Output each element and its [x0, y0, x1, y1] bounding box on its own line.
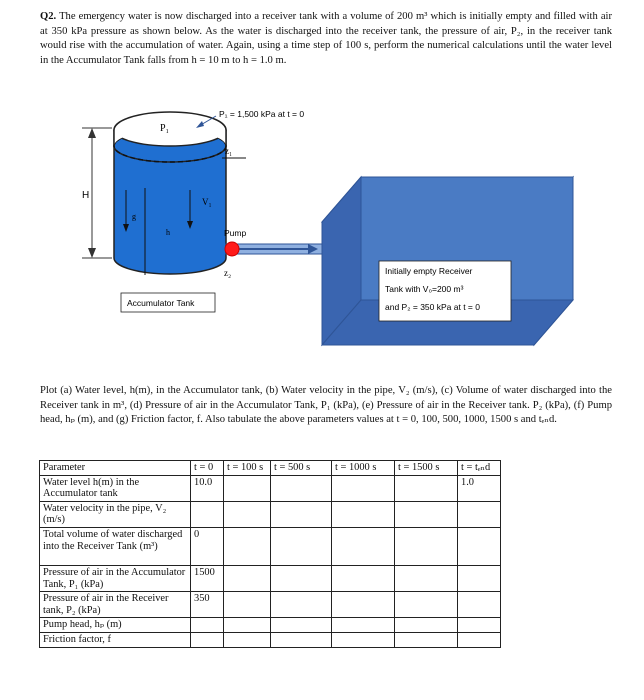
table-cell [271, 632, 332, 647]
table-row [40, 632, 501, 647]
header-tend: t = tₑₙd [458, 461, 501, 476]
table-cell [271, 618, 332, 633]
table-cell [191, 632, 224, 647]
table-cell [271, 565, 332, 591]
table-cell [395, 632, 458, 647]
table-row [40, 592, 501, 618]
p1-callout: P₁ = 1,500 kPa at t = 0 [219, 109, 305, 119]
v1-label: V₁ [202, 197, 212, 207]
table-cell [458, 618, 501, 633]
table-cell [271, 527, 332, 565]
table-cell [395, 618, 458, 633]
table-cell: Pressure of air in the Accumulator Tank, P₁ (kPa) [40, 565, 191, 591]
table-cell [224, 527, 271, 565]
accumulator-tank [114, 112, 226, 274]
table-cell [332, 527, 395, 565]
table-cell [458, 632, 501, 647]
table-cell [224, 501, 271, 527]
table-cell [224, 592, 271, 618]
header-parameter: Parameter [40, 461, 191, 476]
header-t1000: t = 1000 s [332, 461, 395, 476]
table-cell [395, 592, 458, 618]
table-row [40, 527, 501, 565]
table-header-row [40, 461, 501, 476]
table-cell [332, 475, 395, 501]
table-cell [395, 501, 458, 527]
table-cell [332, 618, 395, 633]
table-cell: 1.0 [458, 475, 501, 501]
table-cell [458, 565, 501, 591]
receiver-label-line-1: Initially empty Receiver [385, 266, 473, 276]
table-cell [191, 618, 224, 633]
gravity-label: g [132, 212, 136, 221]
table-cell [224, 632, 271, 647]
table-cell: 10.0 [191, 475, 224, 501]
table-cell [271, 501, 332, 527]
header-t100: t = 100 s [224, 461, 271, 476]
question-text: The emergency water is now discharged into a receiver tank with a volume of 200 m³ which is initially empty and filled with air at 350 kPa pressure as shown below. As the water is discharged into the receiver tank, the pressure of air, P₂, in the receiver tank would rise with the accumulation of water. Again, using a time step of 100 s, perform the numerical calculations until the water level in the Accumulator Tank falls from h = 10 m to h = 1.0 m. [40, 11, 612, 66]
table-cell [271, 592, 332, 618]
table-cell [332, 592, 395, 618]
table-cell: 0 [191, 527, 224, 565]
table-row [40, 565, 501, 591]
receiver-label-line-3: and P₂ = 350 kPa at t = 0 [385, 302, 480, 312]
table-cell [224, 618, 271, 633]
table-row [40, 475, 501, 501]
z2-label: z₂ [224, 268, 232, 278]
table-row [40, 501, 501, 527]
table-cell [458, 501, 501, 527]
header-t1500: t = 1500 s [395, 461, 458, 476]
header-t0: t = 0 [191, 461, 224, 476]
receiver-label-line-2: Tank with V₀=200 m³ [385, 284, 464, 294]
table-cell: 350 [191, 592, 224, 618]
pump-icon [225, 242, 239, 256]
table-cell [191, 501, 224, 527]
table-cell: Water level h(m) in the Accumulator tank [40, 475, 191, 501]
table-cell: Friction factor, f [40, 632, 191, 647]
p1-label: P₁ [160, 123, 170, 134]
table-row [40, 618, 501, 633]
table-cell [395, 527, 458, 565]
table-cell [458, 527, 501, 565]
results-table [39, 460, 501, 648]
table-cell [332, 565, 395, 591]
question-number: Q2. [40, 11, 57, 22]
table-cell: Pressure of air in the Receiver tank, P₂ (kPa) [40, 592, 191, 618]
water-level-label: h [166, 228, 170, 237]
height-label: H [82, 190, 90, 201]
table-cell: 1500 [191, 565, 224, 591]
table-cell [395, 565, 458, 591]
plot-instructions: Plot (a) Water level, h(m), in the Accumulator tank, (b) Water velocity in the pipe, V₂ (m/s), (c) Volume of water discharged into the Receiver tank in m³, (d) Pressure of air in the Accumulator Tank, P₁ (kPa), (e) Pressure of air in the Receiver tank. P₂ (kPa), (f) Pump head, hₚ (m), and (g) Friction factor, f. Also tabulate the above parameters values at t = 0, 100, 500, 1000, 1500 s and tₑₙd. [40, 385, 612, 426]
table-cell [458, 592, 501, 618]
pump-label: Pump [224, 228, 247, 238]
table-cell [271, 475, 332, 501]
accumulator-label: Accumulator Tank [127, 298, 195, 308]
table-cell [332, 501, 395, 527]
table-cell [224, 475, 271, 501]
table-cell [395, 475, 458, 501]
z1-label: z₁ [225, 146, 233, 156]
table-cell: Water velocity in the pipe, V₂ (m/s) [40, 501, 191, 527]
table-cell: Pump head, hₚ (m) [40, 618, 191, 633]
table-cell [332, 632, 395, 647]
table-cell: Total volume of water discharged into the Receiver Tank (m³) [40, 527, 191, 565]
header-t500: t = 500 s [271, 461, 332, 476]
table-cell [224, 565, 271, 591]
